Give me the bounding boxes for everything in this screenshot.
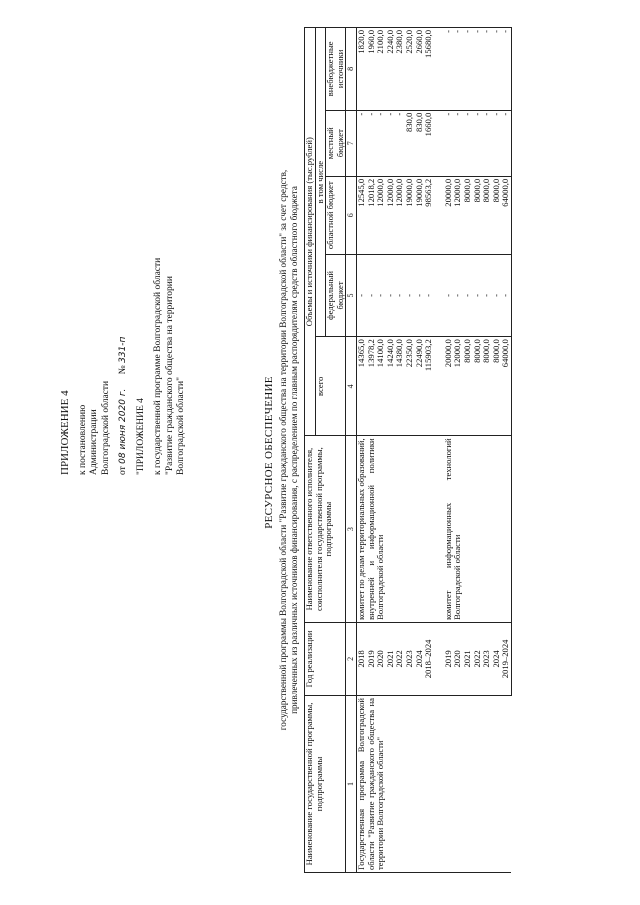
years-cell (434, 622, 512, 695)
header-regional: областной бюджет (326, 176, 346, 254)
header-year: Год реализации (305, 622, 346, 695)
years-value: 2024 (490, 650, 501, 668)
appendix-title: ПРИЛОЖЕНИЕ 4 (59, 390, 71, 475)
total-value: 8000,0 (490, 339, 501, 363)
extra-value: - (500, 30, 511, 33)
federal-value: - (365, 294, 376, 297)
regional-value: 12545,0 (355, 178, 366, 207)
extra-value: - (471, 30, 482, 33)
header-total: всего (315, 337, 346, 436)
regional-value: 8000,0 (490, 178, 501, 203)
page-heading: РЕСУРСНОЕ ОБЕСПЕЧЕНИЕ (263, 376, 275, 529)
regional-value: 12018,2 (365, 178, 376, 207)
extra-cell (356, 28, 433, 111)
extra-value: 2660,0 (413, 30, 424, 54)
header-executor: Наименование ответственного исполнителя, соисполнителя государственной программы, подпрограммы (305, 436, 346, 622)
col-number: 6 (346, 176, 357, 254)
col-number: 5 (346, 254, 357, 337)
local-value: - (442, 112, 453, 116)
local-value: - (384, 112, 395, 116)
extra-value: - (461, 30, 472, 33)
local-value: 830,0 (403, 112, 414, 133)
total-value: 14240,0 (384, 339, 395, 368)
subheading-line: государственной программы Волгоградской области "Развитие гражданского общества на территории Волгоградской области" за счет средств, (278, 169, 288, 731)
col-number: 7 (346, 110, 357, 176)
federal-value: - (403, 294, 414, 297)
quoted-appendix-title: "ПРИЛОЖЕНИЕ 4 (135, 398, 146, 475)
federal-cell (434, 254, 512, 337)
extra-cell (434, 28, 512, 111)
total-value: 14100,0 (375, 339, 386, 368)
header-including: в том числе (315, 28, 326, 337)
local-value: - (461, 112, 472, 116)
decree-date-line (118, 95, 130, 475)
appendix-line: к постановлению (77, 404, 88, 475)
years-cell (356, 622, 433, 695)
total-value: 13978,2 (365, 339, 376, 368)
local-cell (434, 110, 512, 176)
regional-value: 12000,0 (375, 178, 386, 207)
years-value: 2020 (452, 650, 463, 668)
extra-value: 2380,0 (394, 30, 405, 54)
total-value: 12000,0 (452, 339, 463, 368)
federal-value: - (471, 294, 482, 297)
total-value: 22490,0 (413, 339, 424, 368)
local-value: - (355, 112, 366, 116)
extra-value: 2520,0 (403, 30, 414, 54)
regional-value: 20000,0 (442, 178, 453, 207)
total-value: 8000,0 (481, 339, 492, 363)
regional-value: 12000,0 (394, 178, 405, 207)
col-number: 4 (346, 337, 357, 436)
total-value: 8000,0 (461, 339, 472, 363)
federal-value: - (500, 294, 511, 297)
local-value: 830,0 (413, 112, 424, 133)
local-value: - (500, 112, 511, 116)
federal-value: - (384, 294, 395, 297)
appendix-line: Волгоградской области (100, 380, 111, 475)
number-prefix: № (118, 365, 128, 375)
regional-cell (356, 176, 433, 254)
extra-value: 2100,0 (375, 30, 386, 54)
regional-value: 12000,0 (452, 178, 463, 207)
local-cell (356, 110, 433, 176)
subheading-line: привлеченных из различных источников финансирования, с распределением по главным распорядителям средств областного бюджета (288, 186, 299, 714)
extra-value: 1960,0 (365, 30, 376, 54)
total-value: 8000,0 (471, 339, 482, 363)
federal-value: - (375, 294, 386, 297)
years-value: 2019–2024 (500, 639, 511, 679)
local-value: - (471, 112, 482, 116)
executor-cell: комитет по делам территориальных образований, внутренней и информационной политики Волгоградской области (356, 436, 433, 622)
federal-value: - (423, 294, 434, 297)
total-value: 14365,0 (355, 339, 366, 368)
federal-value: - (442, 294, 453, 297)
appendix-line: Администрации (89, 409, 99, 475)
years-value: 2022 (394, 650, 405, 668)
local-value: - (375, 112, 386, 116)
date-value: 08 июня 2020 г. (118, 388, 128, 464)
local-value: - (365, 112, 376, 116)
local-value: 1660,0 (423, 112, 434, 137)
federal-value: - (481, 294, 492, 297)
extra-value: - (442, 30, 453, 33)
years-value: 2021 (384, 650, 395, 668)
years-value: 2018–2024 (423, 639, 434, 679)
regional-value: 19000,0 (413, 178, 424, 207)
regional-value: 8000,0 (461, 178, 472, 203)
quoted-line: Волгоградской области" (176, 376, 186, 475)
regional-cell (434, 176, 512, 254)
local-value: - (452, 112, 463, 116)
quoted-line: к государственной программе Волгоградской области (153, 257, 163, 475)
appendix-block (60, 95, 188, 475)
extra-value: - (452, 30, 463, 33)
quoted-line: "Развитие гражданского общества на территории (164, 276, 175, 475)
federal-value: - (461, 294, 472, 297)
header-name: Наименование государственной программы, подпрограммы (305, 695, 346, 872)
total-cell (356, 337, 433, 436)
col-number: 2 (346, 622, 357, 695)
years-value: 2021 (461, 650, 472, 668)
years-value: 2022 (471, 650, 482, 668)
total-value: 115903,2 (423, 339, 434, 372)
executor-cell: комитет информационных технологий Волгоградской области (434, 436, 512, 622)
local-value: - (394, 112, 405, 116)
federal-value: - (490, 294, 501, 297)
regional-value: 8000,0 (471, 178, 482, 203)
years-value: 2019 (365, 650, 376, 668)
years-value: 2020 (375, 650, 386, 668)
resource-table (304, 27, 512, 873)
regional-value: 64000,0 (500, 178, 511, 207)
total-value: 14380,0 (394, 339, 405, 368)
years-value: 2023 (403, 650, 414, 668)
total-value: 64000,0 (500, 339, 511, 368)
years-value: 2023 (481, 650, 492, 668)
total-cell (434, 337, 512, 436)
header-volumes: Объемы и источники финансирования (тыс.рублей) (305, 28, 316, 436)
federal-value: - (355, 294, 366, 297)
regional-value: 12000,0 (384, 178, 395, 207)
total-value: 20000,0 (442, 339, 453, 368)
local-value: - (490, 112, 501, 116)
federal-cell (356, 254, 433, 337)
header-local: местный бюджет (326, 110, 346, 176)
extra-value: - (481, 30, 492, 33)
regional-value: 8000,0 (481, 178, 492, 203)
federal-value: - (452, 294, 463, 297)
years-value: 2018 (355, 650, 366, 668)
program-name: Государственная программа Волгоградской области "Развитие гражданского общества на территории Волгоградской области" (356, 695, 511, 872)
col-number: 3 (346, 436, 357, 622)
local-value: - (481, 112, 492, 116)
extra-value: - (490, 30, 501, 33)
extra-value: 1820,0 (355, 30, 366, 54)
regional-value: 19000,0 (403, 178, 414, 207)
col-number: 1 (346, 695, 357, 872)
col-number: 8 (346, 28, 357, 111)
federal-value: - (413, 294, 424, 297)
number-value: 331-п (118, 336, 128, 363)
years-value: 2019 (442, 650, 453, 668)
extra-value: 15680,0 (423, 30, 434, 58)
regional-value: 98563,2 (423, 178, 434, 207)
total-value: 22350,0 (403, 339, 414, 368)
extra-value: 2240,0 (384, 30, 395, 54)
header-federal: федеральный бюджет (326, 254, 346, 337)
years-value: 2024 (413, 650, 424, 668)
table-row (356, 28, 433, 873)
date-prefix: от (118, 466, 128, 475)
page-subheading (278, 35, 299, 865)
column-number-row (346, 28, 357, 873)
federal-value: - (394, 294, 405, 297)
header-extra: внебюджетные источники (326, 28, 346, 111)
